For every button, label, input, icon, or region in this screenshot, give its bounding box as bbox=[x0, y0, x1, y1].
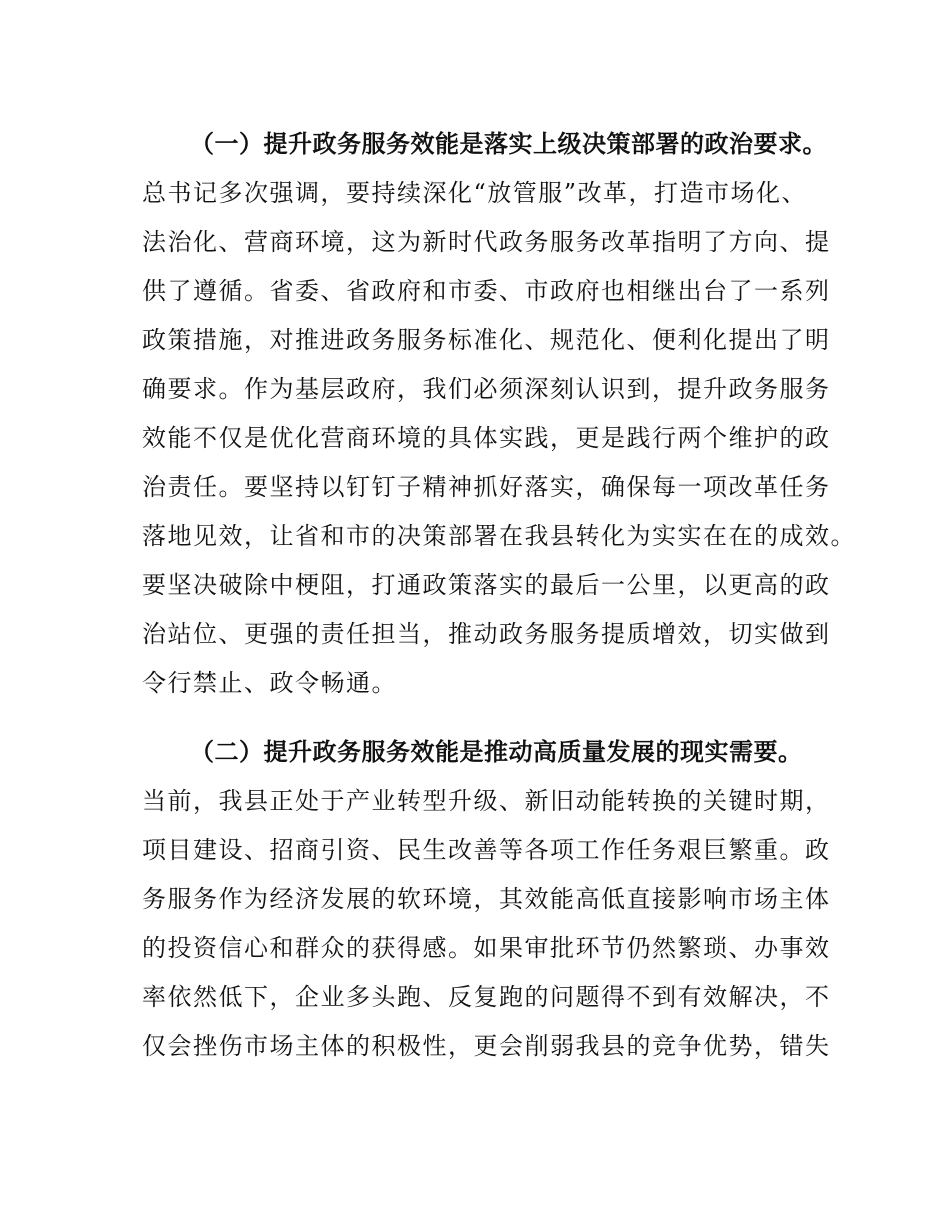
section-2-heading: （二）提升政务服务效能是推动高质量发展的现实需要。 bbox=[190, 737, 803, 766]
section-1-line-2: 法治化、营商环境，这为新时代政务服务改革指明了方向、提 bbox=[142, 228, 831, 256]
section-1-line-5: 确要求。作为基层政府，我们必须深刻认识到，提升政务服务 bbox=[142, 375, 831, 403]
section-2-line-5: 率依然低下，企业多头跑、反复跑的问题得不到有效解决，不 bbox=[142, 983, 831, 1011]
section-1-line-7: 治责任。要坚持以钉钉子精神抓好落实，确保每一项改革任务 bbox=[142, 473, 831, 501]
section-1-line-9: 要坚决破除中梗阻，打通政策落实的最后一公里，以更高的政 bbox=[142, 571, 831, 599]
section-2-line-6: 仅会挫伤市场主体的积极性，更会削弱我县的竞争优势，错失 bbox=[142, 1032, 831, 1060]
section-2-line-4: 的投资信心和群众的获得感。如果审批环节仍然繁琐、办事效 bbox=[142, 934, 831, 962]
section-1-line-8: 落地见效，让省和市的决策部署在我县转化为实实在在的成效。 bbox=[142, 522, 856, 550]
section-2-line-2: 项目建设、招商引资、民生改善等各项工作任务艰巨繁重。政 bbox=[142, 836, 831, 864]
section-2-line-3: 务服务作为经济发展的软环境，其效能高低直接影响市场主体 bbox=[142, 885, 831, 913]
section-2-line-1: 当前，我县正处于产业转型升级、新旧动能转换的关键时期， bbox=[142, 787, 831, 815]
section-1-line-10: 治站位、更强的责任担当，推动政务服务提质增效，切实做到 bbox=[142, 620, 831, 648]
section-1-line-6: 效能不仅是优化营商环境的具体实践，更是践行两个维护的政 bbox=[142, 424, 831, 452]
section-1-line-11: 令行禁止、政令畅通。 bbox=[142, 669, 397, 697]
section-1-heading: （一）提升政务服务效能是落实上级决策部署的政治要求。 bbox=[190, 129, 827, 158]
section-1-line-4: 政策措施，对推进政务服务标准化、规范化、便利化提出了明 bbox=[142, 326, 831, 354]
section-1-line-3: 供了遵循。省委、省政府和市委、市政府也相继出台了一系列 bbox=[142, 277, 831, 305]
section-1-line-1: 总书记多次强调，要持续深化“放管服”改革，打造市场化、 bbox=[142, 179, 808, 207]
